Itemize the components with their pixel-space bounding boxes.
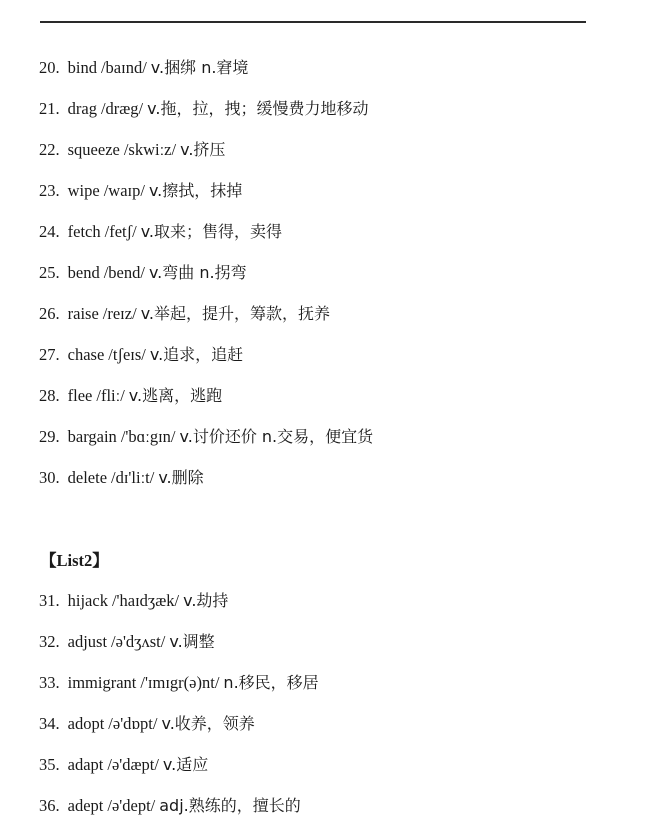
vocab-entry	[39, 586, 228, 616]
entry-meaning: v.逃离，逃跑	[128, 386, 223, 405]
vocab-entry	[39, 791, 301, 821]
entry-number: 35.	[39, 755, 60, 774]
vocab-entry	[39, 299, 330, 329]
entry-number: 25.	[39, 263, 60, 282]
entry-meaning: n.移民，移居	[223, 673, 319, 692]
entry-phonetic: /bend/	[103, 263, 145, 282]
entry-meaning: v.捆绑 n.窘境	[150, 58, 249, 77]
vocab-entry	[39, 217, 282, 247]
entry-number: 30.	[39, 468, 60, 487]
entry-phonetic: /fetʃ/	[104, 222, 137, 241]
entry-number: 22.	[39, 140, 60, 159]
entry-phonetic: /'bɑːgɪn/	[120, 427, 176, 446]
entry-word: flee	[67, 386, 93, 405]
entry-word: adopt	[67, 714, 105, 733]
entry-word: delete	[67, 468, 108, 487]
entry-phonetic: /ə'dʒʌst/	[111, 632, 166, 651]
entry-word: adapt	[67, 755, 104, 774]
vocab-entry	[39, 627, 215, 657]
section-close-bracket: 】	[92, 551, 109, 570]
entry-number: 27.	[39, 345, 60, 364]
entry-word: bind	[67, 58, 97, 77]
entry-meaning: v.追求，追赶	[149, 345, 244, 364]
entry-phonetic: /tʃeɪs/	[108, 345, 146, 364]
entry-number: 33.	[39, 673, 60, 692]
entry-phonetic: /dræg/	[100, 99, 144, 118]
entry-phonetic: /reɪz/	[102, 304, 137, 323]
vocab-entry	[39, 258, 247, 288]
entry-word: drag	[67, 99, 97, 118]
entry-word: bargain	[67, 427, 117, 446]
entry-number: 23.	[39, 181, 60, 200]
entry-word: immigrant	[67, 673, 137, 692]
entry-word: fetch	[67, 222, 101, 241]
top-divider-line	[40, 21, 586, 23]
vocab-entry	[39, 463, 204, 493]
entry-phonetic: /waɪp/	[103, 181, 145, 200]
entry-phonetic: /'haɪdʒæk/	[111, 591, 180, 610]
section-heading	[40, 546, 109, 576]
entry-number: 26.	[39, 304, 60, 323]
entry-meaning: v.调整	[169, 632, 215, 651]
entry-phonetic: /fliː/	[96, 386, 125, 405]
entry-phonetic: /ə'dept/	[107, 796, 156, 815]
entry-word: adept	[67, 796, 104, 815]
entry-meaning: v.挤压	[180, 140, 226, 159]
entry-number: 31.	[39, 591, 60, 610]
entry-word: wipe	[67, 181, 100, 200]
entry-meaning: v.弯曲 n.拐弯	[148, 263, 247, 282]
entry-phonetic: /skwiːz/	[123, 140, 177, 159]
entry-number: 34.	[39, 714, 60, 733]
entry-number: 20.	[39, 58, 60, 77]
entry-meaning: v.删除	[158, 468, 204, 487]
entry-number: 28.	[39, 386, 60, 405]
vocab-entry	[39, 176, 242, 206]
entry-meaning: adj.熟练的，擅长的	[159, 796, 301, 815]
entry-phonetic: /'ɪmɪgr(ə)nt/	[140, 673, 220, 692]
vocab-entry	[39, 135, 225, 165]
section-open-bracket: 【	[40, 551, 57, 570]
entry-meaning: v.擦拭，抹掉	[148, 181, 243, 200]
entry-word: squeeze	[67, 140, 120, 159]
entry-phonetic: /ə'dæpt/	[107, 755, 159, 774]
vocab-entry	[39, 340, 243, 370]
entry-word: chase	[67, 345, 105, 364]
entry-word: raise	[67, 304, 99, 323]
entry-meaning: v.收养，领养	[161, 714, 255, 733]
entry-number: 29.	[39, 427, 60, 446]
vocab-entry	[39, 668, 319, 698]
vocab-entry	[39, 422, 373, 452]
entry-number: 21.	[39, 99, 60, 118]
entry-word: bend	[67, 263, 100, 282]
vocab-entry	[39, 381, 222, 411]
entry-word: adjust	[67, 632, 108, 651]
entry-phonetic: /baɪnd/	[100, 58, 147, 77]
entry-meaning: v.取来；售得，卖得	[140, 222, 283, 241]
entry-number: 24.	[39, 222, 60, 241]
vocab-entry	[39, 709, 255, 739]
entry-meaning: v.适应	[162, 755, 209, 774]
entry-phonetic: /ə'dɒpt/	[108, 714, 158, 733]
entry-word: hijack	[67, 591, 108, 610]
entry-number: 32.	[39, 632, 60, 651]
vocab-entry	[39, 94, 368, 124]
entry-number: 36.	[39, 796, 60, 815]
entry-phonetic: /dɪ'liːt/	[111, 468, 155, 487]
entry-meaning: v.举起，提升，筹款，抚养	[140, 304, 331, 323]
entry-meaning: v.讨价还价 n.交易，便宜货	[179, 427, 374, 446]
entry-meaning: v.劫持	[183, 591, 229, 610]
vocab-entry	[39, 53, 248, 83]
vocab-entry	[39, 750, 208, 780]
entry-meaning: v.拖，拉，拽；缓慢费力地移动	[147, 99, 369, 118]
section-title-text: List2	[56, 551, 93, 570]
